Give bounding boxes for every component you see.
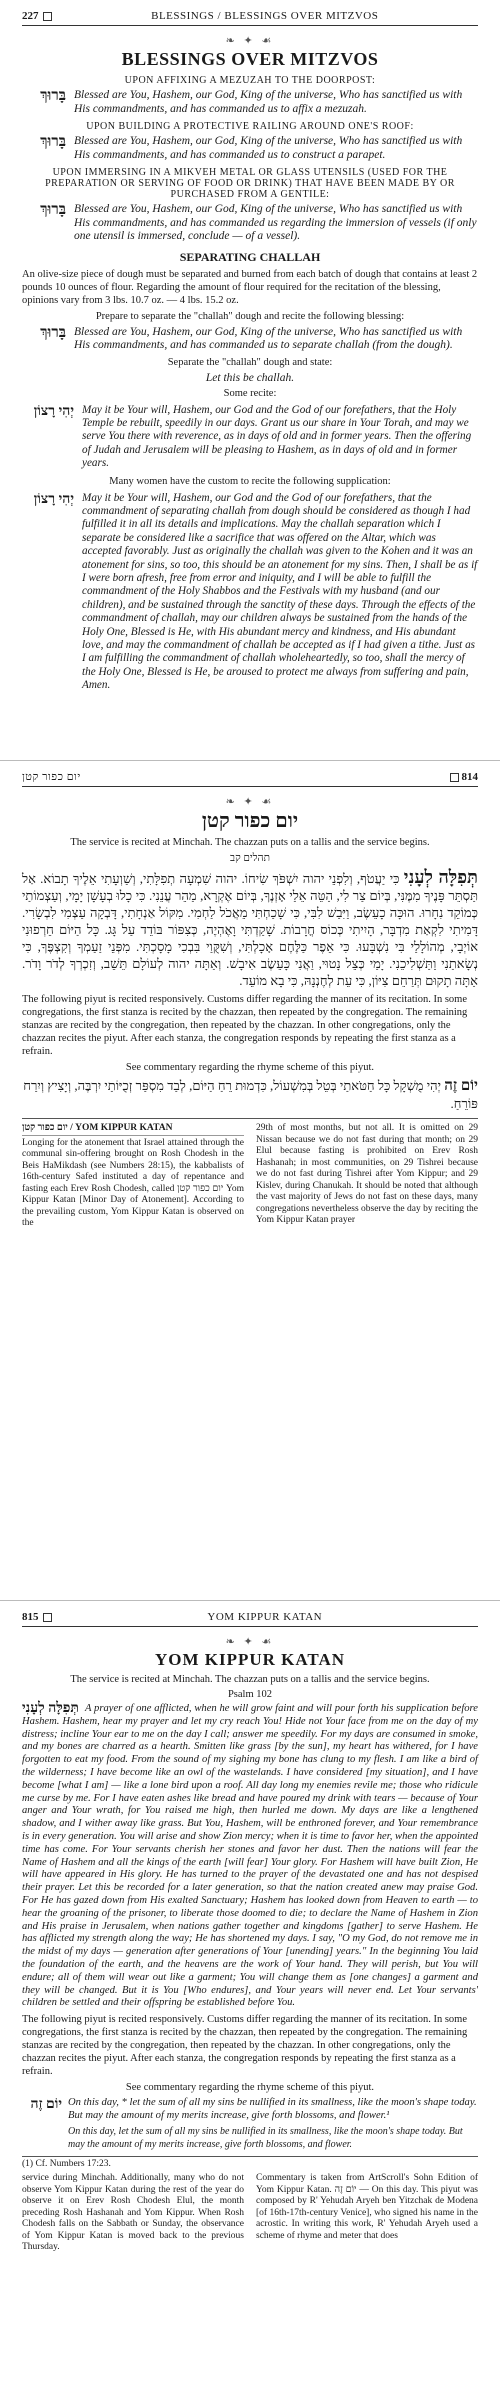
commentary-left bbox=[22, 1123, 244, 1230]
ornament-divider-icon: ❧ ✦ ☙ bbox=[225, 35, 275, 47]
rhyme-note: See commentary regarding the rhyme scheme of this piyut. bbox=[125, 1062, 375, 1073]
running-head-title: יום כפור קטן bbox=[22, 771, 81, 783]
commentary bbox=[22, 2173, 478, 2254]
service-instruction: The service is recited at Minchah. The chazzan puts on a tallis and the service begins. bbox=[70, 837, 430, 848]
refrain-text: On this day, * let the sum of all my sins be nullified in its smallness, like the moon's shape today. But may the amount of my merits increase, give forth blossoms, and flower.¹ bbox=[68, 2097, 477, 2121]
psalm-body: כִּי יַעֲטֹף, וְלִפְנֵי יהוה יִשְׁפֹּךְ שִׂיחוֹ. יהוה שִׁמְעָה תְפִלָּתִי, וְשַׁוְעָתִי אֵלֶיךָ תָבוֹא. אַל תַּסְתֵּר פָּנֶיךָ מִמֶּנִּי, בְּיוֹם צַר לִי, הַטֵּה אֵלַי אָזְנֶךָ, בְּיוֹם אֶקְרָא, מַהֵר עֲנֵנִי. כִּי כָלוּ בְעָשָׁן יָמָי, וְעַצְמוֹתַי כְּמוֹקֵד נִחָרוּ. הוּכָּה כָעֵשֶׂב, וַיִּבַשׁ לִבִּי, כִּי שָׁכַחְתִּי מֵאֲכֹל לַחְמִי. מִקּוֹל אַנְחָתִי, דָּבְקָה עַצְמִי לִבְשָׂרִי. דָּמִיתִי לִקְאַת מִדְבָּר, הָיִיתִי כְּכוֹס חֳרָבוֹת. שָׁקַדְתִּי וָאֶהְיֶה, כְּצִפּוֹר בּוֹדֵד עַל גָּג. כָּל הַיּוֹם חֵרְפוּנִי אוֹיְבָי, מְהוֹלָלַי בִּי נִשְׁבָּעוּ. כִּי אֵפֶר כַּלֶּחֶם אָכָלְתִּי, וְשִׁקֻּוַי בִּבְכִי מָסָכְתִּי. מִפְּנֵי זַעַמְךָ וְקִצְפֶּךָ, כִּי נְשָׂאתַנִי וַתַּשְׁלִיכֵנִי. יָמַי כְּצֵל נָטוּי, וַאֲנִי כָּעֵשֶׂב אִיבָשׁ. וְאַתָּה יהוה לְעוֹלָם תֵּשֵׁב, וְזִכְרְךָ לְדֹר וָדֹר. אַתָּה תָקוּם תְּרַחֵם צִיּוֹן, כִּי עֵת לְחֶנְנָהּ, כִּי בָא מוֹעֵד. bbox=[22, 871, 478, 988]
blessing-text: Blessed are You, Hashem, our God, King of the universe, Who has sanctified us with His commandments, and has commanded us to separate challah (from the dough). bbox=[74, 325, 463, 351]
page-title: BLESSINGS OVER MITZVOS bbox=[121, 49, 379, 69]
running-head bbox=[22, 6, 478, 26]
challah-separate: Separate the "challah" dough and state: bbox=[167, 356, 333, 368]
piyut-refrain-repeat bbox=[22, 2126, 478, 2152]
refrain-note: The following piyut is recited responsively. Customs differ regarding the manner of its recitation. In some congregations, the first stanza is recited by the chazzan, then repeated by the congregation. The remaining stanzas are recited by the congregation, then repeated by the chazzan. In other congregations, only the chazzan recites the piyut. After each stanza, the congregation responds by repeating the first stanza as a refrain. bbox=[22, 2014, 468, 2078]
service-instruction: The service is recited at Minchah. The chazzan puts on a tallis and the service begins. bbox=[70, 1674, 430, 1685]
running-head bbox=[22, 1607, 478, 1627]
psalm-body: A prayer of one afflicted, when he will grow faint and will pour forth his supplication before Hashem. Hashem, hear my prayer and let my cry reach You! Hide not Your face from me on the day of my distress; incline Your ear to me on the day I call; answer me speedily. For my days are consumed in smoke, and my bones are charred as a hearth. Smitten like grass [by the sun], my heart has withered, for I have forgotten to eat my food. From the sound of my sighing my bone has clung to my flesh. I am like a bird of the wilderness; I have become like an owl of the wastelands. I have considered [my situation], and I have become [what I am] — like a lone bird upon a roof. All day long my enemies revile me; those who ridicule me curse by me. For I have eaten ashes like bread and have poured my drink with tears — because of Your anger and Your wrath, for You raised me high, then hurled me down. My days are like a lengthened shadow, and I wither away like grass. But You, Hashem, will be enthroned forever, and Your remembrance is in every generation. You will arise and show Zion mercy; when it is time to favor her, when the appointed time has come. For Your servants cherish her stones and favor her dust. Then the nations will fear the Name of Hashem and all the kings of the earth [will fear] Your glory. For Hashem will have built Zion, He will have appeared in His glory. He has turned to the prayer of the devastated one and has not despised their prayer. Let this be recorded for a later generation, so that the nation created anew may praise God. For He has gazed down from His exalted Sanctuary; Hashem has looked down from Heaven to earth — to hear the groaning of the prisoner, to liberate those doomed to die; to declare the Name of Hashem in Zion and His praise in Jerusalem, when nations gather together and kingdoms [gather] to serve Hashem. He has afflicted my strength along the way; He has shortened my days. I say, "O my God, do not remove me in the midst of my days — generation after generations of Your [unending] years." In the beginning You laid the foundation of the earth, and the heavens are the work of Your hand. They will perish, but You will endure; all of them will wear out like a garment; You will change them as [one changes] a garment and they will be changed. But it is You [Who endures], and Your years will never end. Let Your servants' children be settled and their offspring be established before You. bbox=[22, 1703, 478, 2009]
blessing-text: Blessed are You, Hashem, our God, King of the universe, Who has sanctified us with His commandments, and has commanded us to affix a mezuzah. bbox=[74, 89, 463, 115]
hebrew-opening-word: בָּרוּךְ bbox=[40, 202, 66, 218]
piyut-refrain bbox=[22, 1077, 478, 1112]
ornament-divider-icon: ❧ ✦ ☙ bbox=[225, 1636, 275, 1648]
blessing-text: Blessed are You, Hashem, our God, King of the universe, Who has sanctified us with His commandments, and has commanded us regarding the immersion of vessels (if only one utensil is immersed, conclude — of a vessel). bbox=[74, 203, 477, 242]
rubric-immersion: UPON IMMERSING IN A MIKVEH METAL OR GLASS UTENSILS (USED FOR THE PREPARATION OR SERVING OF FOOD OR DRINK) THAT HAVE BEEN MADE BY OR PURCHASED FROM A GENTILE: bbox=[45, 167, 455, 200]
footnote: (1) Cf. Numbers 17:23. bbox=[22, 2156, 478, 2169]
women-custom: Many women have the custom to recite the following supplication: bbox=[109, 475, 391, 487]
page-number bbox=[446, 771, 478, 783]
rubric-mezuzah: UPON AFFIXING A MEZUZAH TO THE DOORPOST: bbox=[124, 75, 376, 86]
commentary-right: 29th of most months, but not all. It is omitted on 29 Nissan because we do not fast during that month; on 29 Elul because fasting is prohibited on Erev Rosh Hashanah; in most communities, on 29 Tishrei because we do not fast during Tishrei after Yom Kippur; and 29 Kislev, during Chanukah. It should be noted that although the vast majority of Jews do not fast on these days, many congregations nevertheless observe the day by reciting the Yom Kippur Katan prayer bbox=[256, 1123, 478, 1225]
page-814 bbox=[0, 760, 500, 1600]
running-head bbox=[22, 767, 478, 787]
page-815 bbox=[0, 1600, 500, 2384]
psalm-lead-hebrew: תְּפִלָּה לְעָנִי bbox=[22, 1701, 79, 1716]
page-227 bbox=[0, 0, 500, 760]
ornament-divider-icon: ❧ ✦ ☙ bbox=[225, 796, 275, 808]
yehi-ratzon-supplication bbox=[22, 492, 478, 693]
challah-intro: An olive-size piece of dough must be separated and burned from each batch of dough that contains at least 2 pounds 10 ounces of flour. Regarding the amount of flour required for the recitation of the blessing, opinions vary from 3 lbs. 10.7 oz. — 4 lbs. 15.2 oz. bbox=[22, 268, 478, 306]
page-title: YOM KIPPUR KATAN bbox=[154, 1650, 346, 1669]
piyut-refrain bbox=[22, 2097, 478, 2123]
blessing-text: Blessed are You, Hashem, our God, King of the universe, Who has sanctified us with His commandments, and has commanded us to construct a parapet. bbox=[74, 135, 463, 161]
yehi-ratzon-temple bbox=[22, 404, 478, 471]
page-number: 227 bbox=[22, 10, 39, 22]
refrain-spacer bbox=[22, 2126, 62, 2152]
challah-state: Let this be challah. bbox=[205, 371, 295, 384]
commentary bbox=[22, 1118, 478, 1230]
square-ornament-icon bbox=[43, 12, 52, 21]
commentary-right: Commentary is taken from ArtScroll's Sohn Edition of Yom Kippur Katan. יוֹם זֶה — On this day. This piyut was composed by R' Yehudah Aryeh ben Yitzchak de Modena [of 16th-17th-century Venice], who signed his name in the acrostic. In writing this work, R' Yehudah Aryeh used a scheme of rhyme and meter that does bbox=[256, 2173, 478, 2241]
page-number: 815 bbox=[22, 1611, 39, 1623]
psalm-lead-words: תְּפִלָּה לְעָנִי bbox=[403, 867, 478, 887]
hebrew-opening-word: יְהִי רָצוֹן bbox=[33, 403, 74, 419]
commentary-left: service during Minchah. Additionally, many who do not observe Yom Kippur Katan during the rest of the year do observe it on Erev Rosh Chodesh Elul, the month preceding Rosh Hashanah and Yom Kippur. When Rosh Chodesh falls on the Sabbath or Sunday, the observance of Yom Kippur Katan is moved back to the previous Thursday. bbox=[22, 2173, 244, 2253]
page-title: יום כפור קטן bbox=[201, 810, 299, 832]
running-head-title: YOM KIPPUR KATAN bbox=[207, 1611, 323, 1623]
running-head-title: BLESSINGS / BLESSINGS OVER MITZVOS bbox=[151, 10, 379, 22]
refrain-text: יְהִי מֻשְׁקָל כָּל חַטֹּאתַי בְּטֵל בְּמִשְׁעוֹל, כִּדְמוּת רֵחַ הַיּוֹם, לְבַד מִסְפַּר זְכֻיּוֹתַי יִרְבֶּה, וְיָצִיץ וְיִרַח פּוֹרֵחַ. bbox=[23, 1078, 478, 1111]
psalm-reference: תהלים קב bbox=[230, 853, 270, 864]
square-ornament-icon bbox=[450, 773, 459, 782]
hebrew-opening-word: בָּרוּךְ bbox=[40, 324, 66, 341]
hebrew-opening-word: בָּרוּךְ bbox=[40, 134, 66, 150]
refrain-lead: יוֹם זֶה bbox=[444, 1078, 478, 1094]
blessing-mezuzah bbox=[22, 89, 478, 116]
blessing-parapet bbox=[22, 135, 478, 162]
challah-prepare: Prepare to separate the "challah" dough and recite the following blessing: bbox=[95, 310, 405, 322]
rhyme-note: See commentary regarding the rhyme scheme of this piyut. bbox=[125, 2082, 375, 2094]
blessing-challah bbox=[22, 326, 478, 353]
hebrew-opening-word: יְהִי רָצוֹן bbox=[33, 491, 74, 507]
psalm-hebrew-text bbox=[22, 869, 478, 989]
prayer-text: May it be Your will, Hashem, our God and the God of our forefathers, that the Holy Temple be rebuilt, speedily in our days. Grant us our share in Your Torah, and may we serve You there with reverence, as in days of old and in former years. Then the offering of Judah and Jerusalem will be pleasing to Hashem, as in days of old and in former years. bbox=[82, 403, 472, 470]
refrain-lead: יוֹם זֶה bbox=[30, 2097, 62, 2113]
rubric-parapet: UPON BUILDING A PROTECTIVE RAILING AROUND ONE'S ROOF: bbox=[86, 121, 414, 132]
psalm-english-text bbox=[22, 1703, 478, 2010]
refrain-note: The following piyut is recited responsively. Customs differ regarding the manner of its recitation. In some congregations, the first stanza is recited by the chazzan, then repeated by the congregation. The remaining stanzas are recited by the congregation, then repeated by the chazzan. In other congregations, only the chazzan recites the piyut. After each stanza, the congregation responds by repeating the first stanza as a refrain. bbox=[22, 994, 468, 1057]
page-number-value: 814 bbox=[461, 771, 478, 783]
refrain-repeat-text: On this day, let the sum of all my sins be nullified in its smallness, like the moon's shape today. But may the amount of my merits increase, give forth blossoms, and flower. bbox=[68, 2125, 463, 2150]
prayer-text: May it be Your will, Hashem, our God and the God of our forefathers, that the commandment of separating challah from dough should be considered as though I had fulfilled it in all its details and implications. May the challah separation which I separate be considered like a sacrifice that was offered on the Altar, which was accepted favorably. Just as originally the challah was given to the Kohen and it was an atonement for sins, so too, this should be an atonement for my sins. Then, I shall be as if I were born afresh, free from error and iniquity, and I will be able to fulfill the commandment of the Holy Shabbos and the Festivals with my husband (and our children), and be sustained through the sanctity of these days. Through the effects of the commandment of challah, may our children always be sustained from the hands of the Holy One, Blessed is He, with His abundant mercy and kindness, and His abundant love, and may the commandment of challah be accepted as if I had given a tithe. Just as I am fulfilling the commandment of challah wholeheartedly, so too, shall the mercy of the Holy One, Blessed is He, be aroused to protect me always from suffering and pain, Amen. bbox=[82, 491, 478, 692]
square-ornament-icon bbox=[43, 1613, 52, 1622]
commentary-left-text: Longing for the atonement that Israel attained through the communal sin-offering brought on Rosh Chodesh in the Beis HaMikdash (see Numbers 28:15), the kabbalists of 16th-century Safed instituted a day of repentance and fasting each Erev Rosh Chodesh, called יום כפור קטן Yom Kippur Katan [Minor Day of Atonement]. According to the prevailing custom, Yom Kippur Katan is observed on the bbox=[22, 1137, 244, 1228]
commentary-heading: יום כפור קטן / YOM KIPPUR KATAN bbox=[22, 1123, 244, 1136]
subhead-challah: SEPARATING CHALLAH bbox=[179, 249, 321, 264]
psalm-label: Psalm 102 bbox=[227, 1689, 273, 1700]
some-recite: Some recite: bbox=[223, 387, 277, 399]
hebrew-opening-word: בָּרוּךְ bbox=[40, 88, 66, 104]
blessing-immersion bbox=[22, 203, 478, 244]
